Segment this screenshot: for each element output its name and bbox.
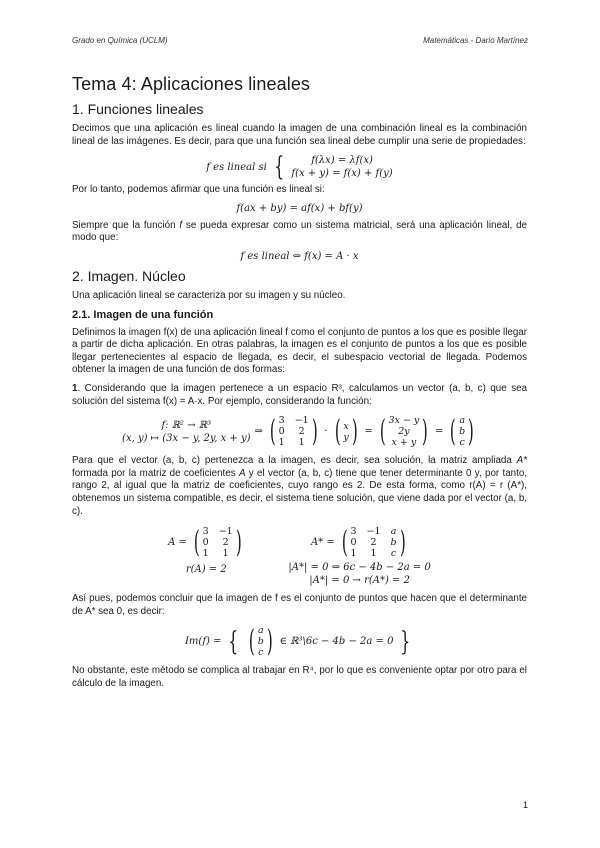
eq1-line1: f(λx) = λf(x)	[311, 155, 373, 167]
section2-paragraph-6: No obstante, este método se complica al trabajar en R⁴, por lo que es conveniente optar por otro para el cálculo de la imagen.	[72, 665, 527, 689]
equation-rank-analysis	[72, 526, 527, 587]
section1-heading: 1. Funciones lineales	[72, 101, 204, 117]
eq1-prefix: f es lineal si	[206, 161, 267, 173]
header-author: Matemáticas - Dario Martínez	[423, 36, 528, 45]
eq4-def2: (x, y) ↦ (3x − y, 2y, x + y)	[122, 432, 251, 444]
eq5-determinant: |A*| = 0 ⇔ 6c − 4b − 2a = 0	[288, 562, 431, 574]
list-text: . Considerando que la imagen pertenece a un espacio R³, calculamos un vector (a, b, c) que sea solución del sistema f(x) = A·x. Por ejemplo, considerando la función:	[72, 382, 527, 407]
equation-matrix-form: f es lineal ⇔ f(x) = A · x	[240, 250, 359, 262]
eq5-Astar-label: A* =	[310, 537, 335, 549]
section2-paragraph-5: Así pues, podemos concluir que la imagen de f es el conjunto de puntos que hacen que el determinante de A* sea 0, es decir:	[72, 593, 527, 617]
list-number: 1	[72, 382, 78, 394]
page-title: Tema 4: Aplicaciones lineales	[72, 74, 311, 94]
eq5-A-label: A =	[168, 537, 187, 549]
equation-example-function: f: ℝ² → ℝ³ (x, y) ↦ (3x − y, 2y, x + y) ⇒ ( 3 −1 0 2 1 1 ) · ( x y ) = ( 3x − y 2y x + y ) = ( a b c )	[72, 414, 527, 449]
eq4-arrow: ⇒	[254, 426, 263, 438]
subsection-2-1-heading: 2.1. Imagen de una función	[72, 308, 214, 321]
eq5-rank: r(A) = 2	[185, 564, 227, 576]
section1-paragraph-1: Decimos que una aplicación es lineal cuando la imagen de una combinación lineal es la combinación lineal de las imágenes. Es decir, para que una función sea lineal debe cumplir una serie de propiedades:	[72, 123, 527, 147]
equation-image-set: Im(f) = { ( a b c ) ∈ ℝ³\6c − 4b − 2a = 0 }	[184, 624, 411, 660]
page-number: 1	[522, 800, 528, 810]
eq6-abc-vector: ( a b c )	[248, 624, 273, 660]
section2-paragraph-1: Una aplicación lineal se caracteriza por su imagen y su núcleo.	[72, 289, 346, 301]
equation-linearity: f es lineal si { f(λx) = λf(x) f(x + y) = f(x) + f(y)	[206, 152, 393, 183]
section1-paragraph-3: Siempre que la función f se pueda expresar como un sistema matricial, será una aplicación lineal, de modo que:	[72, 219, 527, 244]
eq6-right: ∈ ℝ³\6c − 4b − 2a = 0	[279, 636, 394, 648]
eq4-matrix-A: ( 3 −1 0 2 1 1 )	[269, 414, 318, 450]
eq5-determinant-rank: |A*| = 0 → r(A*) = 2	[309, 575, 410, 587]
eq5-matrix-A: ( 3 −1 0 2 1 1 )	[193, 525, 242, 561]
section2-heading: 2. Imagen. Núcleo	[72, 267, 186, 284]
eq4-abc-vector: ( a b c )	[450, 414, 475, 450]
header-course: Grado en Química (UCLM)	[72, 36, 168, 45]
eq4-def1: f: ℝ² → ℝ³	[161, 419, 212, 431]
section2-paragraph-4: Para que el vector (a, b, c) pertenezca a la imagen, es decir, sea solución, la matriz ampliada A* formada por la matriz de coeficientes A y el vector (a, b, c) tiene que tener determinante 0 y, por tanto, rango 2, al igual que la matriz de coeficientes, cuyo rango es 2. De esta forma, como r(A) = r (A*), obtenemos un sistema compatible, es decir, el sistema tiene solución, que viene dada por el vector (a, b, c).	[72, 455, 527, 517]
eq5-matrix-Astar: ( 3 −1 a 0 2 b 1 1 c )	[341, 525, 406, 561]
eq6-left: Im(f) =	[184, 636, 222, 648]
page-content	[72, 74, 527, 696]
section2-paragraph-2: Definimos la imagen f(x) de una aplicación lineal f como el conjunto de puntos a los que es posible llegar a partir de dicha aplicación. En otras palabras, la imagen es el conjunto de puntos a los que es posible llegar pertenecientes al espacio de llegada, es decir, el subespacio vectorial de llegada. Podemos obtener la imagen de una función de dos formas:	[72, 326, 527, 376]
eq4-vector-xy: ( x y )	[334, 414, 358, 450]
eq4-result-vector: ( 3x − y 2y x + y )	[379, 414, 429, 450]
section1-paragraph-2: Por lo tanto, podemos afirmar que una función es lineal si:	[72, 184, 325, 196]
eq1-line2: f(x + y) = f(x) + f(y)	[291, 168, 393, 180]
equation-linear-combination: f(ax + by) = af(x) + bf(y)	[236, 202, 363, 214]
section2-paragraph-3	[72, 383, 527, 408]
